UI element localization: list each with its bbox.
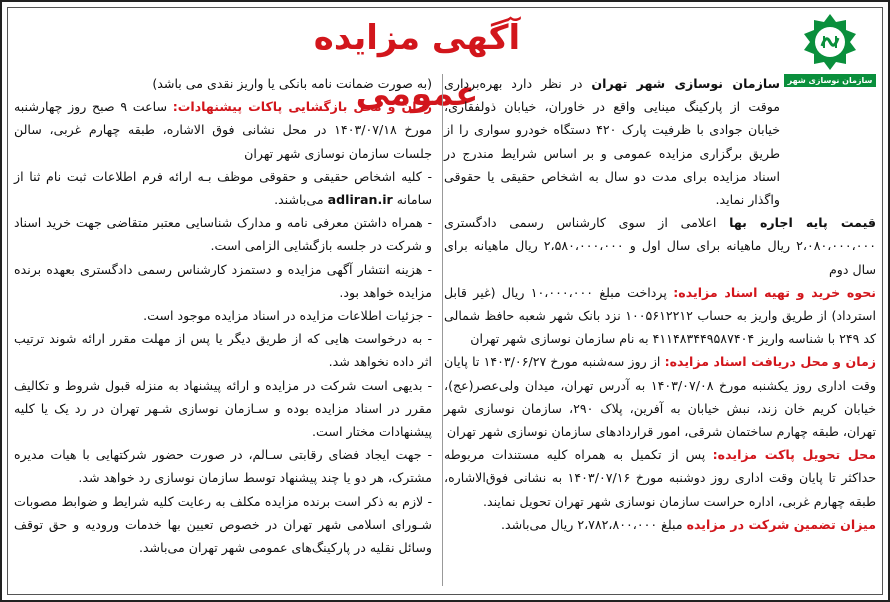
right-column	[444, 72, 876, 536]
ad-title: آگهی مزایده عمومی	[313, 18, 521, 114]
condition-item-4: - جزئیات اطلاعات مزایده در اسناد مزایده موجود است.	[143, 308, 432, 324]
opening-heading: زمان و محل بازگشایی پاکات پیشنهادات:	[172, 99, 432, 115]
condition-item-5: - به درخواست هایی که از طریق دیگر یا پس از مهلت مقرر ارائه شوند ترتیب اثر داده نخواهد شد.	[14, 331, 432, 370]
condition-item-1-end: می‌باشند.	[274, 192, 328, 208]
intro-paragraph	[444, 72, 876, 211]
left-column	[14, 72, 432, 559]
logo-emblem-icon	[800, 12, 860, 72]
intro-org-name: سازمان نوسازی شهر تهران	[591, 76, 780, 91]
price-paragraph	[444, 211, 876, 281]
purchase-text: پرداخت مبلغ ۱۰،۰۰۰،۰۰۰ ریال (غیر قابل استرداد) از طریق واریز به حساب ۱۰۰۵۶۱۲۲۱۲ نزد بانک شهر شعبه حافظ شمالی کد ۲۴۹ با شناسه واریز ۴۱۱۴۸۳۴۴۹۵۸۷۴۰۴ به نام سازمان نوسازی شهر تهران	[444, 284, 876, 347]
receive-paragraph	[444, 350, 876, 443]
guarantee-paragraph	[444, 513, 876, 536]
condition-item-2: - همراه داشتن معرفی نامه و مدارک شناسایی معتبر متقاضی جهت خرید اسناد و شرکت در جلسه بازگشایی الزامی است.	[14, 215, 432, 254]
opening-text: ساعت ۹ صبح روز چهارشنبه مورخ ۱۴۰۳/۰۷/۱۸ در محل نشانی فوق الاشاره، طبقه چهارم غربی، سالن جلسات سازمان نوسازی شهر تهران	[14, 99, 432, 161]
receive-heading: زمان و محل دریافت اسناد مزایده:	[664, 354, 876, 370]
price-heading: قیمت پایه اجاره بها	[729, 215, 876, 231]
delivery-paragraph	[444, 443, 876, 513]
delivery-text: پس از تکمیل به همراه کلیه مستندات مربوطه حداکثر تا پایان وقت اداری روز دوشنبه مورخ ۱۴۰۳/۰۷/۱۶ به نشانی فوق‌الاشاره، طبقه چهارم غربی، اداره حراست سازمان نوسازی شهر تهران تحویل نمایند.	[444, 447, 876, 509]
condition-item-8: - لازم به ذکر است برنده مزایده مکلف به رعایت کلیه شرایط و ضوابط مصوبات شـورای اسلامی شهر تهران در خصوص تعیین بها خدمات ورودیه و حق توقف وسائل نقلیه در پارکینگ‌های عمومی شهر تهران می‌باشد.	[14, 493, 432, 556]
guarantee-text: مبلغ ۲،۷۸۲،۸۰۰،۰۰۰ ریال می‌باشد.	[500, 516, 687, 532]
receive-text: از روز سه‌شنبه مورخ ۱۴۰۳/۰۶/۲۷ تا پایان وقت اداری روز یکشنبه مورخ ۱۴۰۳/۰۷/۰۸ به آدرس تهران، میدان ولی‌عصر(عج)، خیابان کریم خان زند، نبش خیابان به آفرین، پلاک ۲۹۰، سازمان نوسازی شهر تهران، طبقه چهارم ساختمان شرقی، امور قراردادهای سازمان نوسازی شهر تهران	[444, 354, 876, 440]
adliran-site: adliran.ir	[327, 192, 393, 208]
guarantee-note: (به صورت ضمانت نامه بانکی یا واریز نقدی می باشد)	[152, 76, 432, 91]
condition-item-3: - هزینه انتشار آگهی مزایده و دستمزد کارشناس رسمی دادگستری بعهده برنده مزایده خواهد بود.	[14, 261, 432, 300]
condition-item-6: - بدیهی است شرکت در مزایده و ارائه پیشنهاد به منزله قبول شروط و تکالیف مقرر در اسناد مزایده بوده و سـازمان نوسازی شـهر تهران در رد یک یا کلیه پیشنهادات مختار است.	[14, 377, 432, 440]
purchase-paragraph	[444, 281, 876, 351]
logo-caption: سازمان نوسازی شهر تهران	[784, 74, 876, 87]
condition-item-7: - جهت ایجاد فضای رقابتی سـالم، در صورت حضور شرکتهایی با هیات مدیره مشترک، هر دو یا چند پیشنهاد توسط سازمان نوسازی رد خواهد شد.	[14, 447, 432, 486]
opening-paragraph	[14, 95, 432, 165]
purchase-heading: نحوه خرید و تهیه اسناد مزایده:	[673, 284, 877, 300]
column-divider	[442, 74, 443, 586]
condition-item-1	[14, 165, 432, 211]
delivery-heading: محل تحویل پاکت مزایده:	[712, 447, 876, 463]
condition-item-1-text: - کلیه اشخاص حقیقی و حقوقی موظف بـه ارائه فرم اطلاعات ثبت نام ثنا از سامانه	[14, 168, 432, 208]
intro-text: در نظر دارد بهره‌برداری موقت از پارکینگ مینایی واقع در خاوران، خیابان ذولفقاری، خیابان جوادی با ظرفیت پارک ۴۲۰ دستگاه خودرو سواری را از طریق برگزاری مزایده عمومی و بر اساس شرایط مندرج در اسناد مزایده برای مدت دو سال به اشخاص حقیقی یا حقوقی واگذار نماید.	[444, 76, 780, 208]
guarantee-heading: میزان تضمین شرکت در مزایده	[686, 516, 876, 532]
price-text: اعلامی از سوی کارشناس رسمی دادگستری ۲،۰۸۰،۰۰۰،۰۰۰ ریال ماهیانه برای سال اول و ۲،۵۸۰،۰۰۰،۰۰۰ ریال ماهیانه برای سال دوم	[444, 215, 876, 277]
